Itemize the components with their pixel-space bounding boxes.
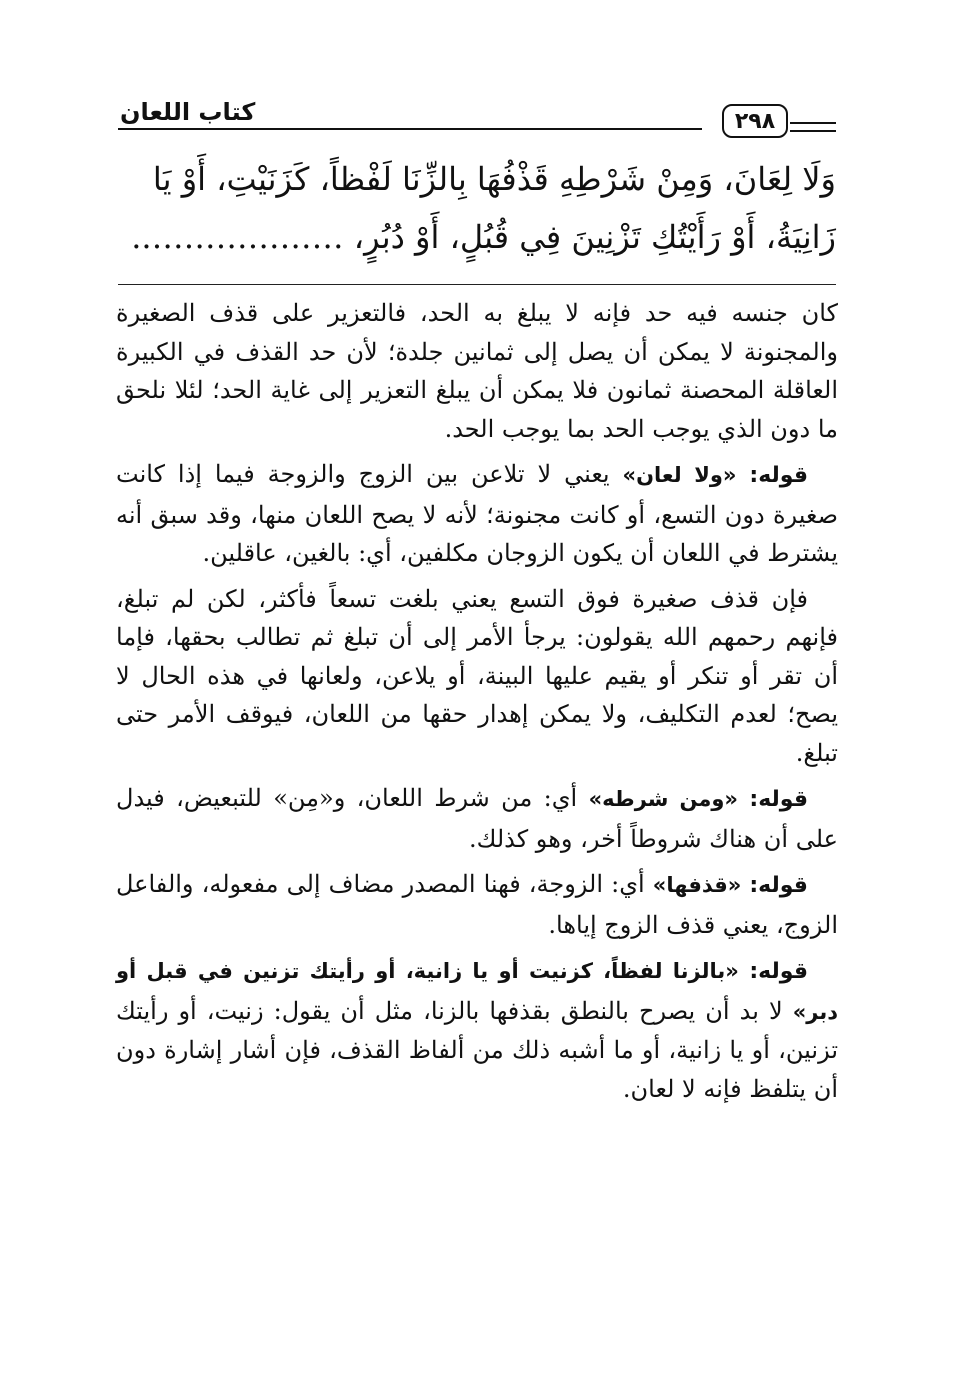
header-rule [118,128,702,130]
header-double-rule [790,122,836,132]
qawluh-label: قوله: [749,787,808,812]
matn-quote: «قذفها» [652,873,742,897]
page-number-box [722,104,788,138]
matn-quote: «ولا لعان» [622,463,737,487]
commentary-paragraph-1: كان جنسه فيه حد فإنه لا يبلغ به الحد، فالتعزير على قذف الصغيرة والمجنونة لا يمكن أن يصل إلى ثمانين جلدة؛ لأن حد القذف في الكبيرة العاقلة المحصنة ثمانون فلا يمكن أن يبلغ التعزير إلى غاية الحد؛ لئلا نلحق ما دون الذي يوجب الحد بما يوجب الحد. [116,299,838,443]
commentary-paragraph-3: فإن قذف صغيرة فوق التسع يعني بلغت تسعاً فأكثر، لكن لم تبلغ، فإنهم رحمهم الله يقولون: يرجأ الأمر إلى أن تبلغ ثم تطالب بحقها، فإما أن تقر أو تنكر أو يقيم عليها البينة، أو يلاعن، ولعانها في هذه الحال لا يصح؛ لعدم التكليف، ولا يمكن إهدار حقها من اللعان، فيوقف الأمر حتى تبلغ. [116,584,839,767]
qawluh-label: قوله: [749,959,808,984]
paragraph-text: أي: من شرط اللعان، و«مِن» للتبعيض، فيدل على أن هناك شروطاً أخر، وهو كذلك. [116,784,838,853]
commentary [116,294,838,1115]
paragraph-text: لا بد أن يصرح بالنطق بقذفها بالزنا، مثل أن يقول: زنيت، أو رأيتك تزنين، أو يا زانية، أو ما أشبه ذلك من ألفاظ القذف، فإن أشار إشارة دون أن يتلفظ فإنه لا لعان. [116,996,838,1103]
matn-quote: «بالزنا لفظاً، كزنيت أو يا زانية، أو رأيتك تزنين في قبل أو دبر» [116,959,838,1024]
commentary-paragraph-5 [116,865,838,944]
qawluh-label: قوله: [749,463,808,488]
page-number: ٢٩٨ [734,108,776,134]
qawluh-label: قوله: [749,873,808,898]
paragraph-text: أي: الزوجة، فهنا المصدر مضاف إلى مفعوله، والفاعل الزوج، يعني قذف الزوج إياها. [116,870,838,939]
commentary-paragraph-2 [116,455,838,573]
matn-text [118,150,836,266]
commentary-paragraph-6 [116,951,838,1108]
matn-separator-rule [118,284,836,285]
matn-quote: «ومن شرطه» [588,787,738,811]
matn-line-1: وَلَا لِعَانَ، وَمِنْ شَرْطِهِ قَذْفُهَا بِالزِّنَا لَفْظاً، كَزَنَيْتِ، أَوْ يَا [152,160,836,198]
commentary-paragraph-4 [116,779,838,858]
paragraph-text: يعني لا تلاعن بين الزوج والزوجة فيما إذا كانت صغيرة دون التسع، أو كانت مجنونة؛ لأنه لا يصح اللعان منها، وقد سبق أنه يشترط في اللعان أن يكون الزوجان مكلفين، أي: بالغين، عاقلين. [116,460,838,567]
running-header-title: كتاب اللعان [120,98,256,126]
matn-line-2: زَانِيَةُ، أَوْ رَأَيْتُكِ تَزْنِينَ فِي قُبُلٍ، أَوْ دُبُرٍ، ……………….. [131,218,836,256]
